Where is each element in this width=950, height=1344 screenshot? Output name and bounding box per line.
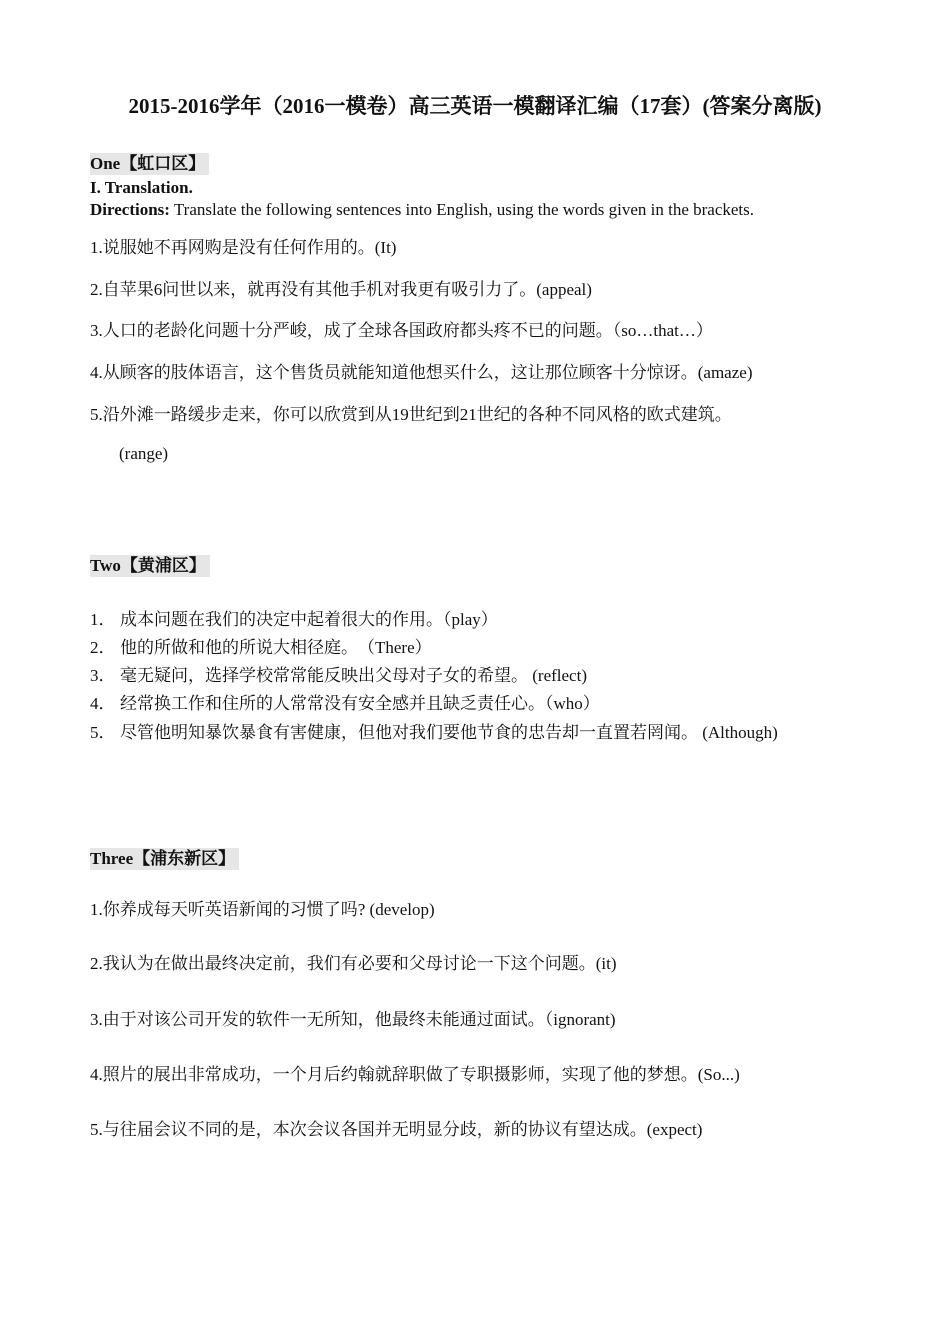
item-text: 成本问题在我们的决定中起着很大的作用。（play）	[120, 610, 498, 629]
document-title: 2015-2016学年（2016一模卷）高三英语一模翻译汇编（17套）(答案分离版)	[128, 94, 822, 118]
section-two-item-3	[90, 665, 587, 687]
item-text: 他的所做和他的所说大相径庭。 （There）	[120, 638, 432, 657]
directions-label: Directions:	[90, 200, 170, 219]
section-one-item-4: 4.从顾客的肢体语言，这个售货员就能知道他想买什么，这让那位顾客十分惊讶。(amaze)	[90, 363, 753, 382]
section-one-item-5-continued: (range)	[119, 444, 169, 463]
item-number: 5．	[90, 723, 116, 742]
item-number: 2．	[90, 638, 116, 657]
section-three-item-5: 5.与往届会议不同的是，本次会议各国并无明显分歧，新的协议有望达成。(expect)	[90, 1120, 703, 1139]
section-two-item-1	[90, 609, 498, 631]
directions-text: Translate the following sentences into English, using the words given in the brackets.	[169, 200, 755, 219]
item-number: 4．	[90, 694, 116, 713]
section-one-subheading: I. Translation.	[90, 178, 193, 197]
section-two-heading: Two【黄浦区】	[90, 555, 210, 577]
item-text: 尽管他明知暴饮暴食有害健康，但他对我们要他节食的忠告却一直置若罔闻。 (Although)	[120, 723, 778, 742]
section-three-item-1: 1.你养成每天听英语新闻的习惯了吗? (develop)	[90, 900, 435, 919]
section-three-item-2: 2.我认为在做出最终决定前，我们有必要和父母讨论一下这个问题。(it)	[90, 954, 617, 973]
section-one-item-5: 5.沿外滩一路缓步走来，你可以欣赏到从19世纪到21世纪的各种不同风格的欧式建筑。	[90, 405, 732, 424]
item-number: 1．	[90, 610, 116, 629]
section-one-heading: One【虹口区】	[90, 153, 209, 175]
item-number: 3．	[90, 666, 116, 685]
section-two-item-4	[90, 693, 600, 715]
item-text: 毫无疑问，选择学校常常能反映出父母对子女的希望。 (reflect)	[120, 666, 587, 685]
section-one-directions	[90, 199, 754, 221]
section-one-item-1: 1.说服她不再网购是没有任何作用的。(It)	[90, 238, 397, 257]
item-text: 经常换工作和住所的人常常没有安全感并且缺乏责任心。（who）	[120, 694, 600, 713]
section-two-item-5	[90, 722, 778, 744]
section-one-item-3: 3.人口的老龄化问题十分严峻，成了全球各国政府都头疼不已的问题。（so…that…）	[90, 321, 713, 340]
section-three-item-4: 4.照片的展出非常成功，一个月后约翰就辞职做了专职摄影师，实现了他的梦想。(So...)	[90, 1065, 740, 1084]
section-three-item-3: 3.由于对该公司开发的软件一无所知，他最终未能通过面试。（ignorant)	[90, 1010, 616, 1029]
section-three-heading: Three【浦东新区】	[90, 848, 239, 870]
section-two-item-2	[90, 637, 432, 659]
section-one-item-2: 2.自苹果6问世以来，就再没有其他手机对我更有吸引力了。(appeal)	[90, 280, 592, 299]
